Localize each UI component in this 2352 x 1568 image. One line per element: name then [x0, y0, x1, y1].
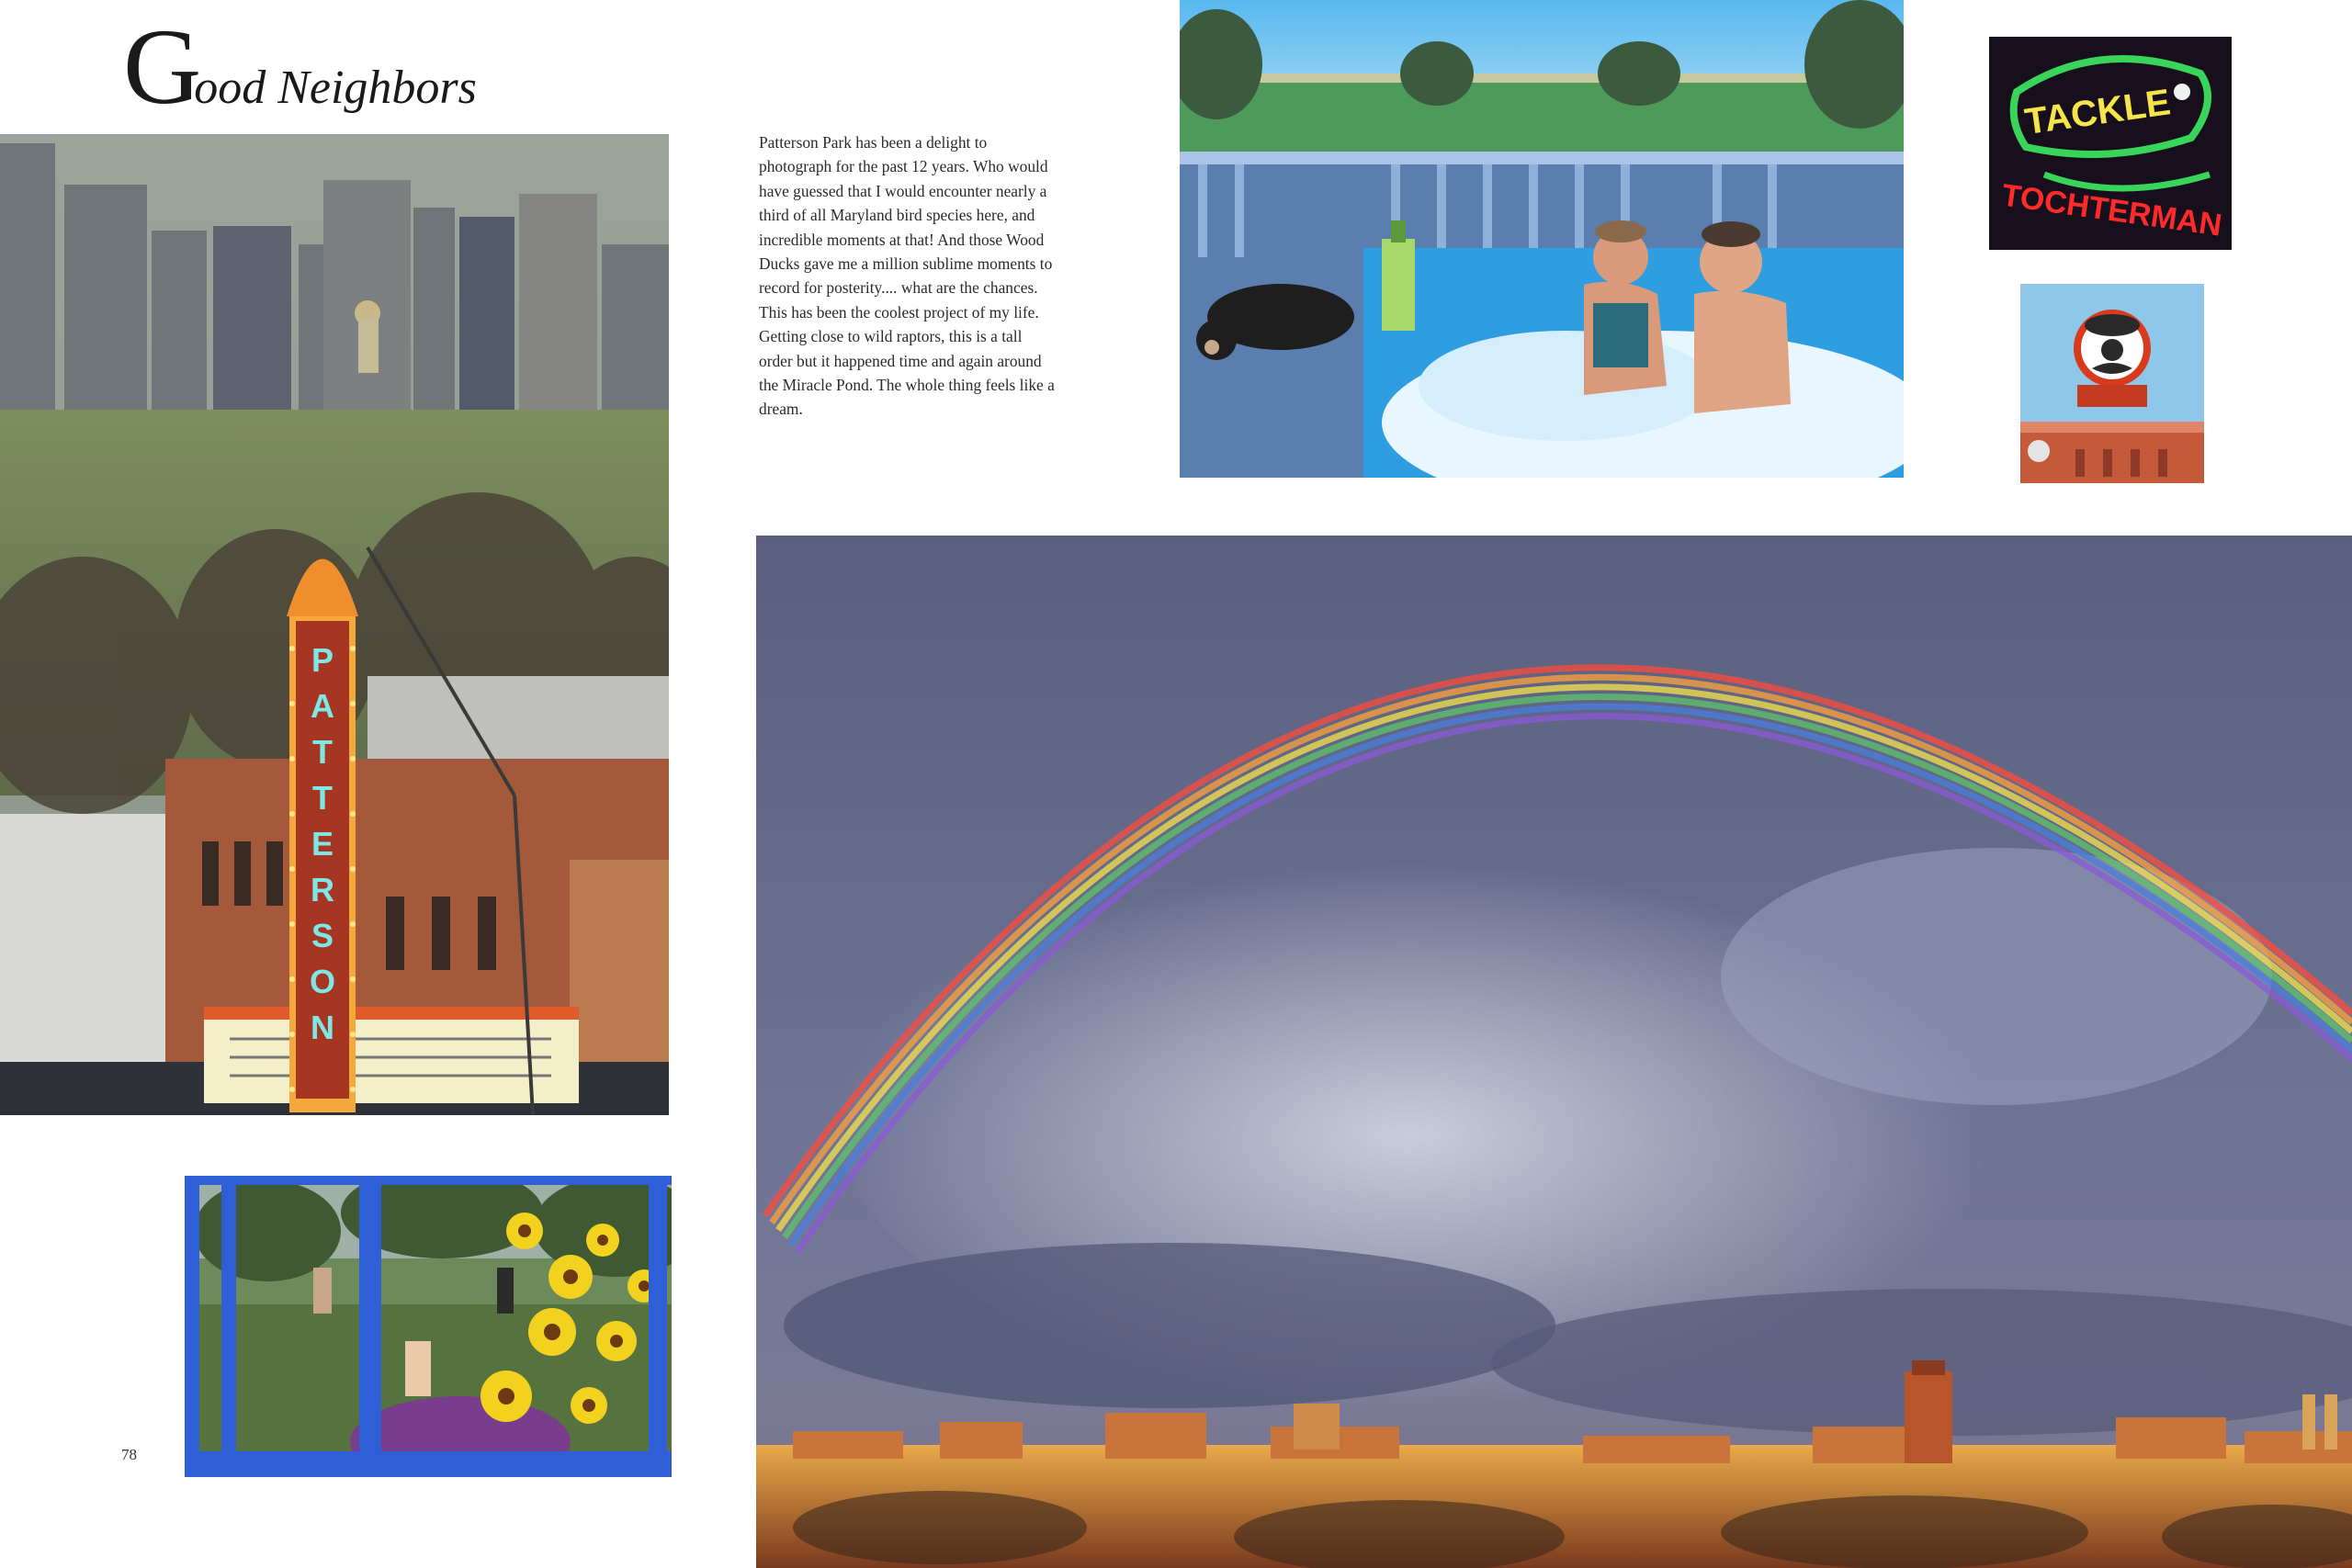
page-number: 78	[121, 1446, 137, 1463]
sign-letter: A	[311, 687, 334, 725]
photo-patterson-theater	[0, 134, 669, 1115]
sign-letter: O	[309, 963, 336, 1000]
sign-letter: T	[312, 779, 333, 817]
photo-rooftop-hot-tub	[1180, 0, 1904, 478]
tackle-sign-line1: TACKLE	[2022, 82, 2174, 142]
sign-letter: E	[311, 825, 334, 863]
photo-tackle-neon-sign	[1989, 37, 2232, 250]
title-drop-cap: G	[123, 6, 200, 127]
sign-letter: S	[311, 917, 334, 954]
sign-letter: P	[311, 641, 334, 679]
sign-letter: N	[311, 1009, 334, 1046]
tackle-sign-line2: TOCHTERMAN	[1999, 177, 2224, 243]
sign-letter: T	[312, 733, 333, 771]
title-text: ood Neighbors	[194, 62, 477, 114]
photo-community-garden	[185, 1176, 672, 1477]
page-title	[123, 6, 477, 127]
photo-rooftop-mascot-sign	[2020, 284, 2204, 483]
photo-rainbow-over-city	[756, 536, 2352, 1568]
body-paragraph: Patterson Park has been a delight to photograph for the past 12 years. Who would have guessed that I would encounter nearly a third of all Maryland bird species here, and incredible moments at that! And those Wood Ducks gave me a million sublime moments to record for posterity.... what are the chances. This has been the coolest project of my life. Getting close to wild raptors, this is a tall order but it happened time and again around the Miracle Pond. The whole thing feels like a dream.	[759, 133, 1055, 419]
sign-letter: R	[311, 871, 334, 908]
